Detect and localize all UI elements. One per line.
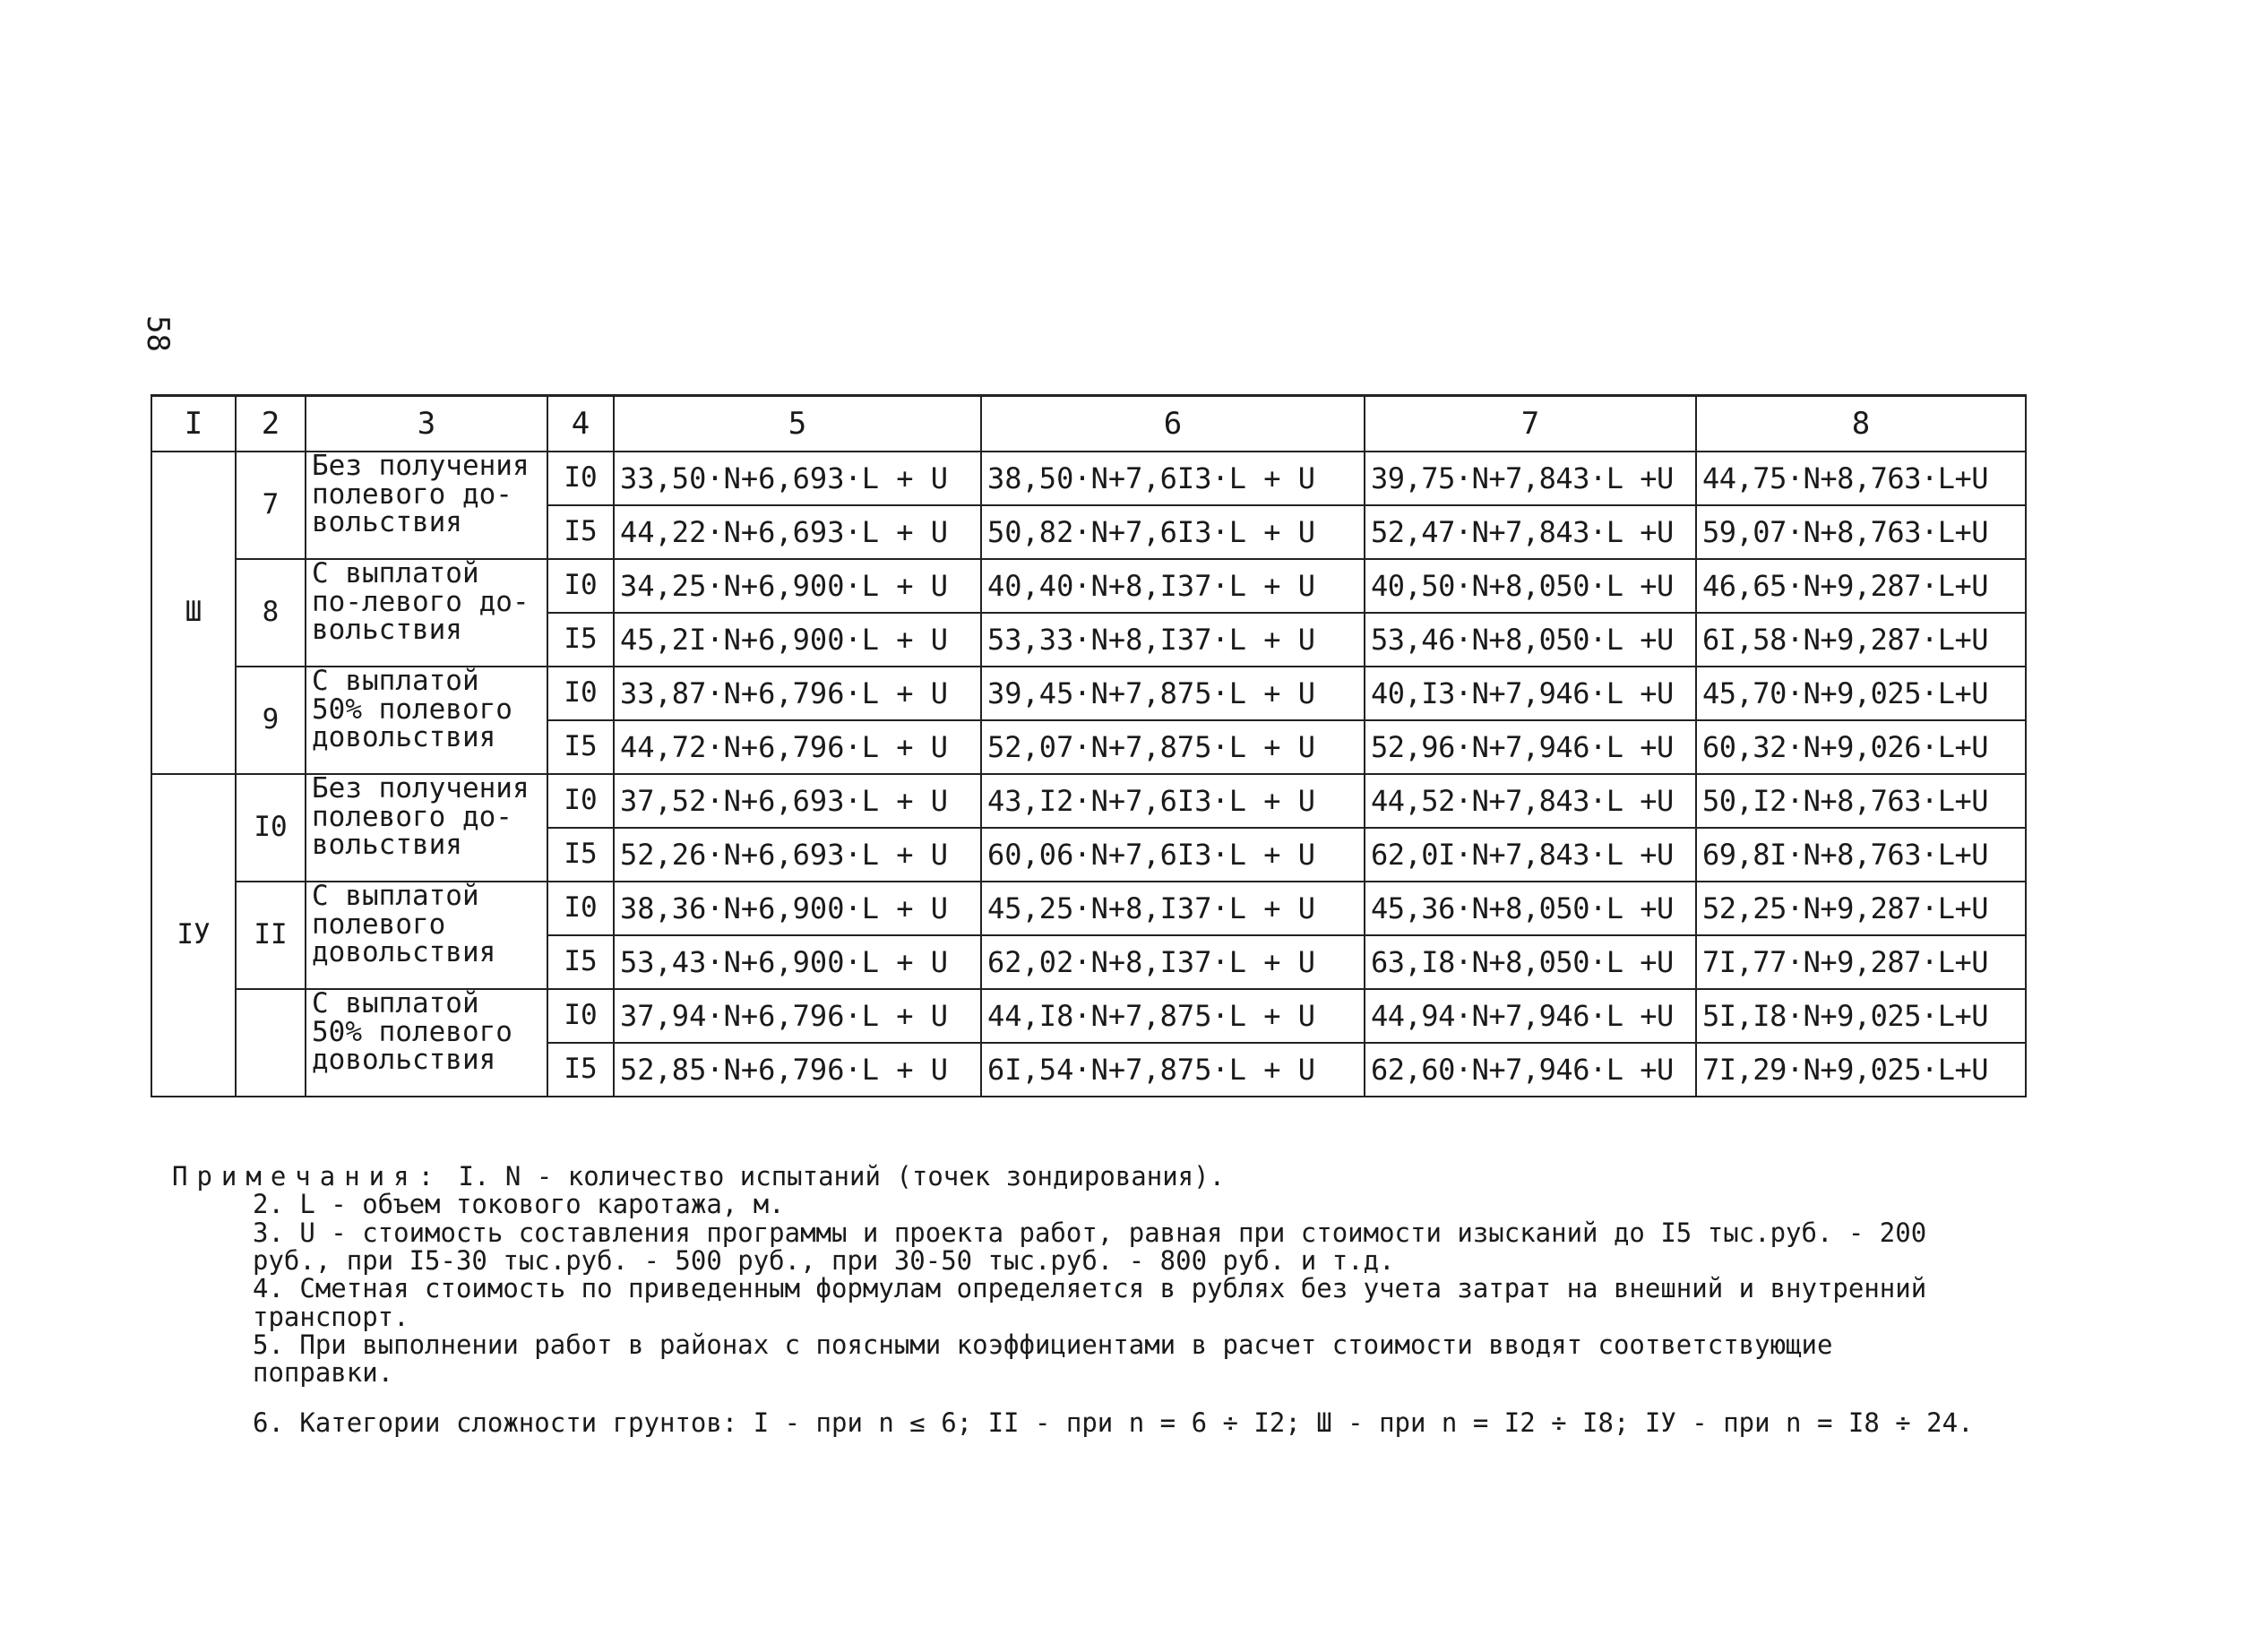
table-row	[151, 559, 2026, 613]
notes-first-line	[172, 1163, 1982, 1191]
formula-cell: 45,36·N+8,050·L +U	[1365, 882, 1696, 935]
column-header: 3	[306, 396, 547, 452]
formula-cell: 39,75·N+7,843·L +U	[1365, 452, 1696, 505]
depth-cell: I0	[547, 452, 614, 505]
formula-cell: 52,25·N+9,287·L+U	[1696, 882, 2026, 935]
column-header: I	[151, 396, 236, 452]
formula-cell: 43,I2·N+7,6I3·L + U	[981, 774, 1365, 828]
formula-cell: 40,50·N+8,050·L +U	[1365, 559, 1696, 613]
formula-cell: 52,07·N+7,875·L + U	[981, 720, 1365, 774]
page-number: 58	[140, 315, 176, 352]
formula-cell: 7I,77·N+9,287·L+U	[1696, 935, 2026, 989]
formula-cell: 46,65·N+9,287·L+U	[1696, 559, 2026, 613]
formula-cell: 45,2I·N+6,900·L + U	[614, 613, 981, 667]
formula-cell: 34,25·N+6,900·L + U	[614, 559, 981, 613]
column-header: 6	[981, 396, 1365, 452]
column-header: 5	[614, 396, 981, 452]
formula-cell: 37,52·N+6,693·L + U	[614, 774, 981, 828]
formula-cell: 38,50·N+7,6I3·L + U	[981, 452, 1365, 505]
formula-cell: 50,I2·N+8,763·L+U	[1696, 774, 2026, 828]
formula-cell: 40,I3·N+7,946·L +U	[1365, 667, 1696, 720]
formula-cell: 69,8I·N+8,763·L+U	[1696, 828, 2026, 882]
formula-cell: 60,06·N+7,6I3·L + U	[981, 828, 1365, 882]
notes-section	[172, 1163, 1982, 1437]
formula-cell: 59,07·N+8,763·L+U	[1696, 505, 2026, 559]
table-row	[151, 774, 2026, 828]
row-number-cell: 9	[236, 667, 306, 774]
formula-cell: 5I,I8·N+9,025·L+U	[1696, 989, 2026, 1043]
condition-cell: С выплатой 50% полевого довольствия	[306, 667, 547, 774]
table-body	[151, 452, 2026, 1097]
column-header: 2	[236, 396, 306, 452]
formula-cell: 53,33·N+8,I37·L + U	[981, 613, 1365, 667]
table-row	[151, 452, 2026, 505]
depth-cell: I0	[547, 882, 614, 935]
formula-cell: 62,0I·N+7,843·L +U	[1365, 828, 1696, 882]
condition-cell: Без получения полевого до-вольствия	[306, 452, 547, 559]
formula-cell: 39,45·N+7,875·L + U	[981, 667, 1365, 720]
depth-cell: I5	[547, 505, 614, 559]
row-number-cell: 7	[236, 452, 306, 559]
formula-cell: 52,26·N+6,693·L + U	[614, 828, 981, 882]
condition-cell: Без получения полевого до-вольствия	[306, 774, 547, 882]
formula-cell: 50,82·N+7,6I3·L + U	[981, 505, 1365, 559]
formula-cell: 62,60·N+7,946·L +U	[1365, 1043, 1696, 1097]
row-number-cell: 8	[236, 559, 306, 667]
note-item: I. N - количество испытаний (точек зондирования).	[458, 1161, 1226, 1192]
category-cell: IУ	[151, 774, 236, 1097]
formula-cell: 52,96·N+7,946·L +U	[1365, 720, 1696, 774]
formula-cell: 60,32·N+9,026·L+U	[1696, 720, 2026, 774]
depth-cell: I5	[547, 828, 614, 882]
row-number-cell	[236, 989, 306, 1097]
notes-heading: Примечания:	[172, 1161, 444, 1192]
depth-cell: I5	[547, 1043, 614, 1097]
depth-cell: I0	[547, 989, 614, 1043]
note-item: 5. При выполнении работ в районах с поясными коэффициентами в расчет стоимости вводят соответствующие поправки.	[253, 1329, 1833, 1389]
table-row	[151, 989, 2026, 1043]
row-number-cell: I0	[236, 774, 306, 882]
formula-cell: 52,85·N+6,796·L + U	[614, 1043, 981, 1097]
formula-cell: 6I,58·N+9,287·L+U	[1696, 613, 2026, 667]
formula-cell: 53,46·N+8,050·L +U	[1365, 613, 1696, 667]
column-header: 7	[1365, 396, 1696, 452]
formula-cell: 44,75·N+8,763·L+U	[1696, 452, 2026, 505]
column-header: 4	[547, 396, 614, 452]
formula-cell: 7I,29·N+9,025·L+U	[1696, 1043, 2026, 1097]
formula-cell: 52,47·N+7,843·L +U	[1365, 505, 1696, 559]
formula-cell: 37,94·N+6,796·L + U	[614, 989, 981, 1043]
formula-cell: 45,70·N+9,025·L+U	[1696, 667, 2026, 720]
depth-cell: I5	[547, 935, 614, 989]
formula-cell: 45,25·N+8,I37·L + U	[981, 882, 1365, 935]
note-item: 6. Категории сложности грунтов: I - при n ≤ 6; II - при n = 6 ÷ I2; Ш - при n = I2 ÷ I8; IУ - при n = I8 ÷ 24.	[253, 1407, 1974, 1438]
note-item: 3. U - стоимость составления программы и проекта работ, равная при стоимости изысканий до I5 тыс.руб. - 200 руб., при I5-30 тыс.руб. - 500 руб., при 30-50 тыс.руб. - 800 руб. и т.д.	[253, 1217, 1927, 1276]
depth-cell: I0	[547, 774, 614, 828]
formula-cell: 44,22·N+6,693·L + U	[614, 505, 981, 559]
depth-cell: I5	[547, 720, 614, 774]
formula-cell: 40,40·N+8,I37·L + U	[981, 559, 1365, 613]
formula-cell: 6I,54·N+7,875·L + U	[981, 1043, 1365, 1097]
formula-cell: 44,52·N+7,843·L +U	[1365, 774, 1696, 828]
condition-cell: С выплатой по-левого до-вольствия	[306, 559, 547, 667]
formula-cell: 38,36·N+6,900·L + U	[614, 882, 981, 935]
condition-cell: С выплатой полевого довольствия	[306, 882, 547, 989]
depth-cell: I0	[547, 559, 614, 613]
depth-cell: I5	[547, 613, 614, 667]
cost-formula-table	[151, 394, 2027, 1097]
note-item: 2. L - объем токового каротажа, м.	[253, 1189, 785, 1220]
note-item: 4. Сметная стоимость по приведенным формулам определяется в рублях без учета затрат на внешний и внутренний транспорт.	[253, 1273, 1927, 1332]
category-cell: Ш	[151, 452, 236, 774]
table-row	[151, 882, 2026, 935]
formula-cell: 53,43·N+6,900·L + U	[614, 935, 981, 989]
table-header	[151, 396, 2026, 452]
formula-cell: 63,I8·N+8,050·L +U	[1365, 935, 1696, 989]
formula-cell: 44,72·N+6,796·L + U	[614, 720, 981, 774]
formula-cell: 62,02·N+8,I37·L + U	[981, 935, 1365, 989]
formula-cell: 44,I8·N+7,875·L + U	[981, 989, 1365, 1043]
formula-cell: 44,94·N+7,946·L +U	[1365, 989, 1696, 1043]
condition-cell: С выплатой 50% полевого довольствия	[306, 989, 547, 1097]
column-header: 8	[1696, 396, 2026, 452]
formula-cell: 33,50·N+6,693·L + U	[614, 452, 981, 505]
row-number-cell: II	[236, 882, 306, 989]
table-row	[151, 667, 2026, 720]
formula-cell: 33,87·N+6,796·L + U	[614, 667, 981, 720]
depth-cell: I0	[547, 667, 614, 720]
